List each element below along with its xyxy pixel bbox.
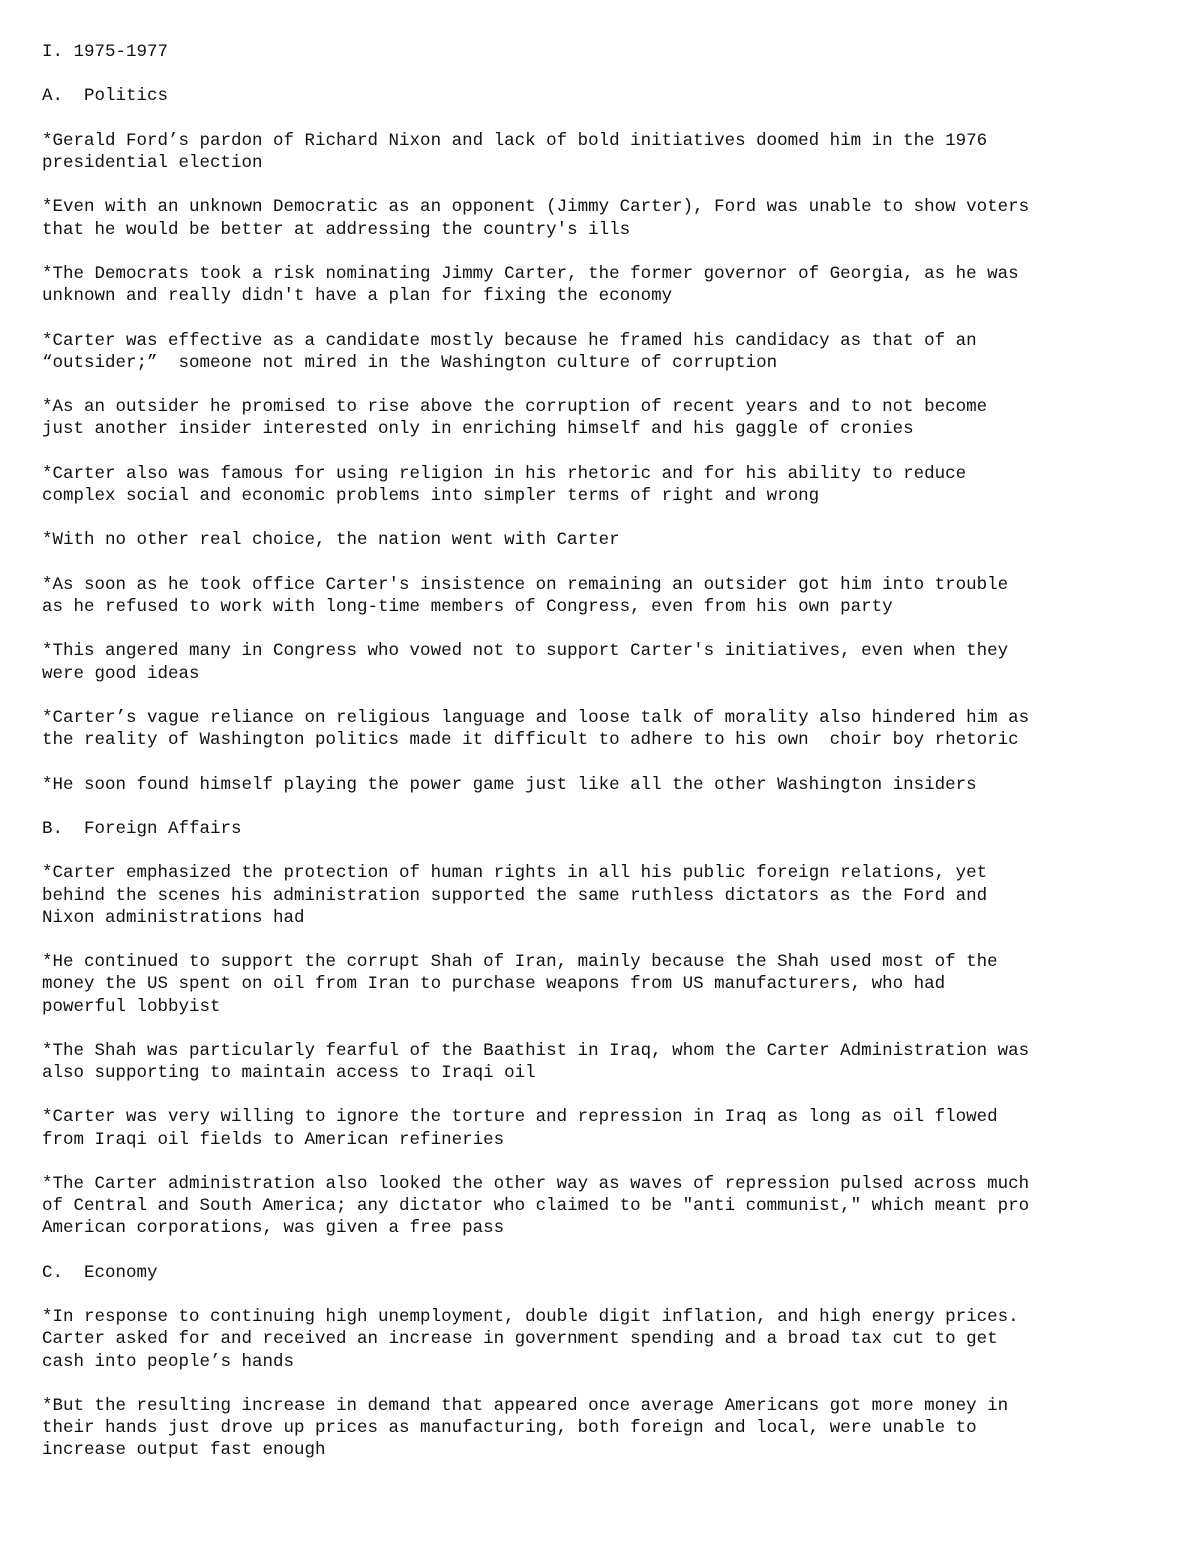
paragraph: *Carter was very willing to ignore the torture and repression in Iraq as long as oil flowed from Iraqi oil fields to American refineries (42, 1107, 998, 1150)
paragraph: *As soon as he took office Carter's insistence on remaining an outsider got him into trouble as he refused to work with long-time members of Congress, even from his own party (42, 574, 1009, 617)
document-page (42, 41, 1182, 1484)
paragraph: *Carter’s vague reliance on religious language and loose talk of morality also hindered him as the reality of Washington politics made it difficult to adhere to his own choir boy rhetoric (42, 707, 1030, 751)
paragraph: *Carter also was famous for using religion in his rhetoric and for his ability to reduce complex social and economic problems into simpler terms of right and wrong (42, 463, 967, 506)
paragraph: *Carter was effective as a candidate mostly because he framed his candidacy as that of an “outsider;” someone not mired in the Washington culture of corruption (42, 330, 977, 373)
paragraph: *As an outsider he promised to rise above the corruption of recent years and to not become just another insider interested only in enriching himself and his gaggle of cronies (42, 397, 988, 440)
paragraph: *He soon found himself playing the power game just like all the other Washington insiders (42, 774, 977, 795)
section-heading: B. Foreign Affairs (42, 818, 242, 839)
paragraph: *The Shah was particularly fearful of the Baathist in Iraq, whom the Carter Administration was also supporting to maintain access to Iraqi oil (42, 1040, 1030, 1084)
paragraph: *With no other real choice, the nation went with Carter (42, 530, 620, 551)
section-foreign-affairs (42, 818, 1182, 1240)
paragraph: *But the resulting increase in demand that appeared once average Americans got more money in their hands just drove up prices as manufacturing, both foreign and local, were unable to increase output fast enough (42, 1396, 1009, 1461)
section-economy (42, 1262, 1182, 1462)
document-title: I. 1975-1977 (42, 42, 169, 62)
paragraph: *Even with an unknown Democratic as an opponent (Jimmy Carter), Ford was unable to show voters that he would be better at addressing the country's ills (42, 197, 1030, 240)
section-heading: C. Economy (42, 1262, 158, 1283)
paragraph: *Carter emphasized the protection of human rights in all his public foreign relations, yet behind the scenes his administration supported the same ruthless dictators as the Ford and Nixon administrations had (42, 863, 988, 928)
paragraph: *Gerald Ford’s pardon of Richard Nixon and lack of bold initiatives doomed him in the 1976 presidential election (42, 130, 988, 173)
paragraph: *The Democrats took a risk nominating Jimmy Carter, the former governor of Georgia, as he was unknown and really didn't have a plan for fixing the economy (42, 263, 1019, 307)
paragraph: *The Carter administration also looked the other way as waves of repression pulsed across much of Central and South America; any dictator who claimed to be "anti communist," which meant pro American corporations, was given a free pass (42, 1174, 1030, 1239)
paragraph: *In response to continuing high unemployment, double digit inflation, and high energy prices. Carter asked for and received an increase in government spending and a broad tax cut to get cash into people’s hands (42, 1307, 1019, 1372)
paragraph: *He continued to support the corrupt Shah of Iran, mainly because the Shah used most of the money the US spent on oil from Iran to purchase weapons from US manufacturers, who had powerful lobbyist (42, 952, 998, 1017)
section-politics (42, 85, 1182, 795)
paragraph: *This angered many in Congress who vowed not to support Carter's initiatives, even when they were good ideas (42, 641, 1009, 684)
section-heading: A. Politics (42, 86, 169, 107)
